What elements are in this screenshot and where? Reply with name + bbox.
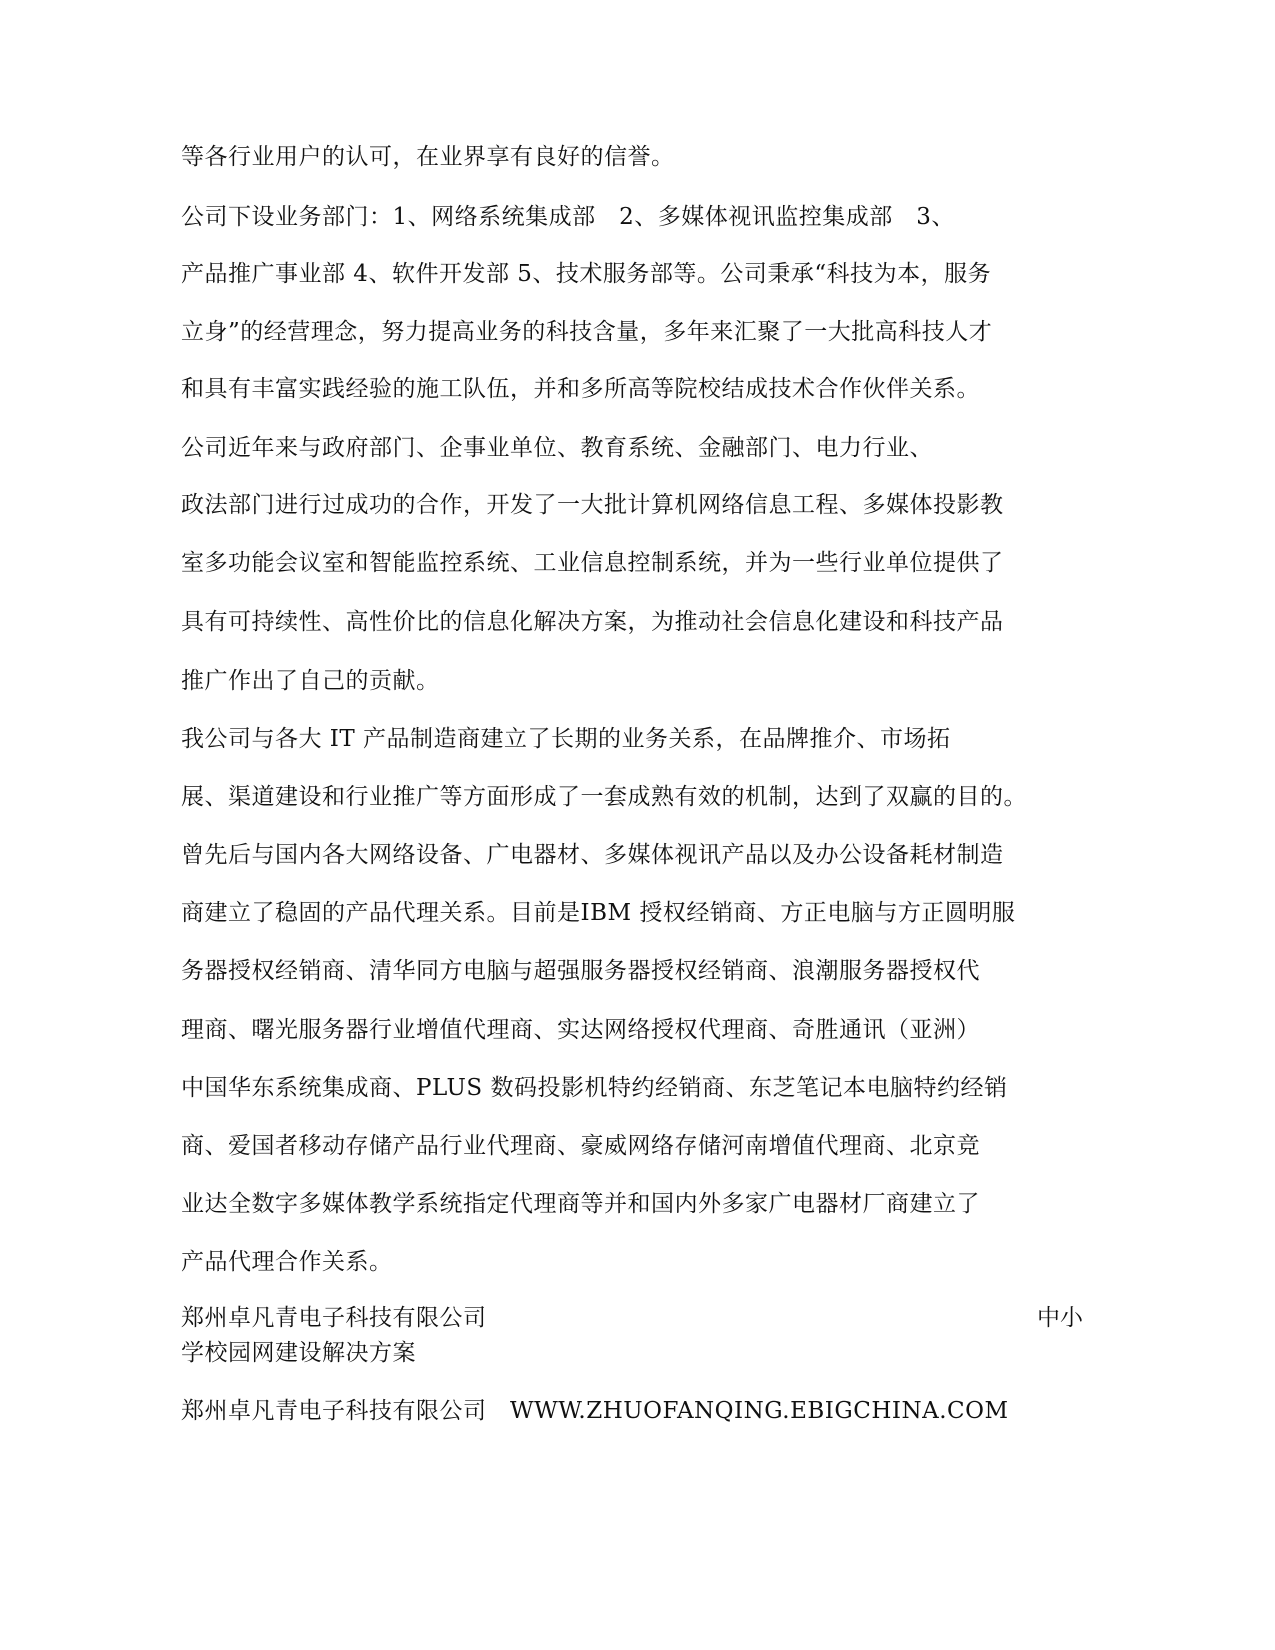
body-line: 公司下设业务部门：1、网络系统集成部 2、多媒体视讯监控集成部 3、 bbox=[181, 204, 955, 230]
footer-company-url: 郑州卓凡青电子科技有限公司 WWW.ZHUOFANQING.EBIGCHINA.COM bbox=[181, 1398, 1009, 1424]
body-line: 政法部门进行过成功的合作，开发了一大批计算机网络信息工程、多媒体投影教 bbox=[181, 492, 1004, 518]
body-line: 和具有丰富实践经验的施工队伍，并和多所高等院校结成技术合作伙伴关系。 bbox=[181, 376, 980, 402]
body-line: 曾先后与国内各大网络设备、广电器材、多媒体视讯产品以及办公设备耗材制造 bbox=[181, 842, 1004, 868]
footer-doc-title-end: 学校园网建设解决方案 bbox=[181, 1340, 416, 1366]
body-line: 我公司与各大 IT 产品制造商建立了长期的业务关系，在品牌推介、市场拓 bbox=[181, 726, 951, 752]
body-line: 室多功能会议室和智能监控系统、工业信息控制系统，并为一些行业单位提供了 bbox=[181, 550, 1004, 576]
body-line: 产品推广事业部 4、软件开发部 5、技术服务部等。公司秉承“科技为本，服务 bbox=[181, 261, 992, 287]
body-line: 展、渠道建设和行业推广等方面形成了一套成熟有效的机制，达到了双赢的目的。 bbox=[181, 784, 1027, 810]
body-line: 公司近年来与政府部门、企事业单位、教育系统、金融部门、电力行业、 bbox=[181, 435, 933, 461]
body-line: 推广作出了自己的贡献。 bbox=[181, 668, 440, 694]
footer-doc-title-start: 中小 bbox=[1037, 1305, 1083, 1331]
body-line: 商建立了稳固的产品代理关系。目前是IBM 授权经销商、方正电脑与方正圆明服 bbox=[181, 900, 1016, 926]
body-line: 具有可持续性、高性价比的信息化解决方案，为推动社会信息化建设和科技产品 bbox=[181, 609, 1004, 635]
body-line: 理商、曙光服务器行业增值代理商、实达网络授权代理商、奇胜通讯（亚洲） bbox=[181, 1017, 980, 1043]
body-line: 业达全数字多媒体教学系统指定代理商等并和国内外多家广电器材厂商建立了 bbox=[181, 1191, 980, 1217]
footer-company: 郑州卓凡青电子科技有限公司 bbox=[181, 1305, 487, 1331]
body-line: 商、爱国者移动存储产品行业代理商、豪威网络存储河南增值代理商、北京竞 bbox=[181, 1133, 980, 1159]
body-line: 立身”的经营理念，努力提高业务的科技含量，多年来汇聚了一大批高科技人才 bbox=[181, 319, 993, 345]
body-line: 等各行业用户的认可，在业界享有良好的信誉。 bbox=[181, 144, 675, 170]
body-line: 中国华东系统集成商、PLUS 数码投影机特约经销商、东芝笔记本电脑特约经销 bbox=[181, 1075, 1008, 1101]
body-line: 务器授权经销商、清华同方电脑与超强服务器授权经销商、浪潮服务器授权代 bbox=[181, 958, 980, 984]
body-line: 产品代理合作关系。 bbox=[181, 1249, 393, 1275]
